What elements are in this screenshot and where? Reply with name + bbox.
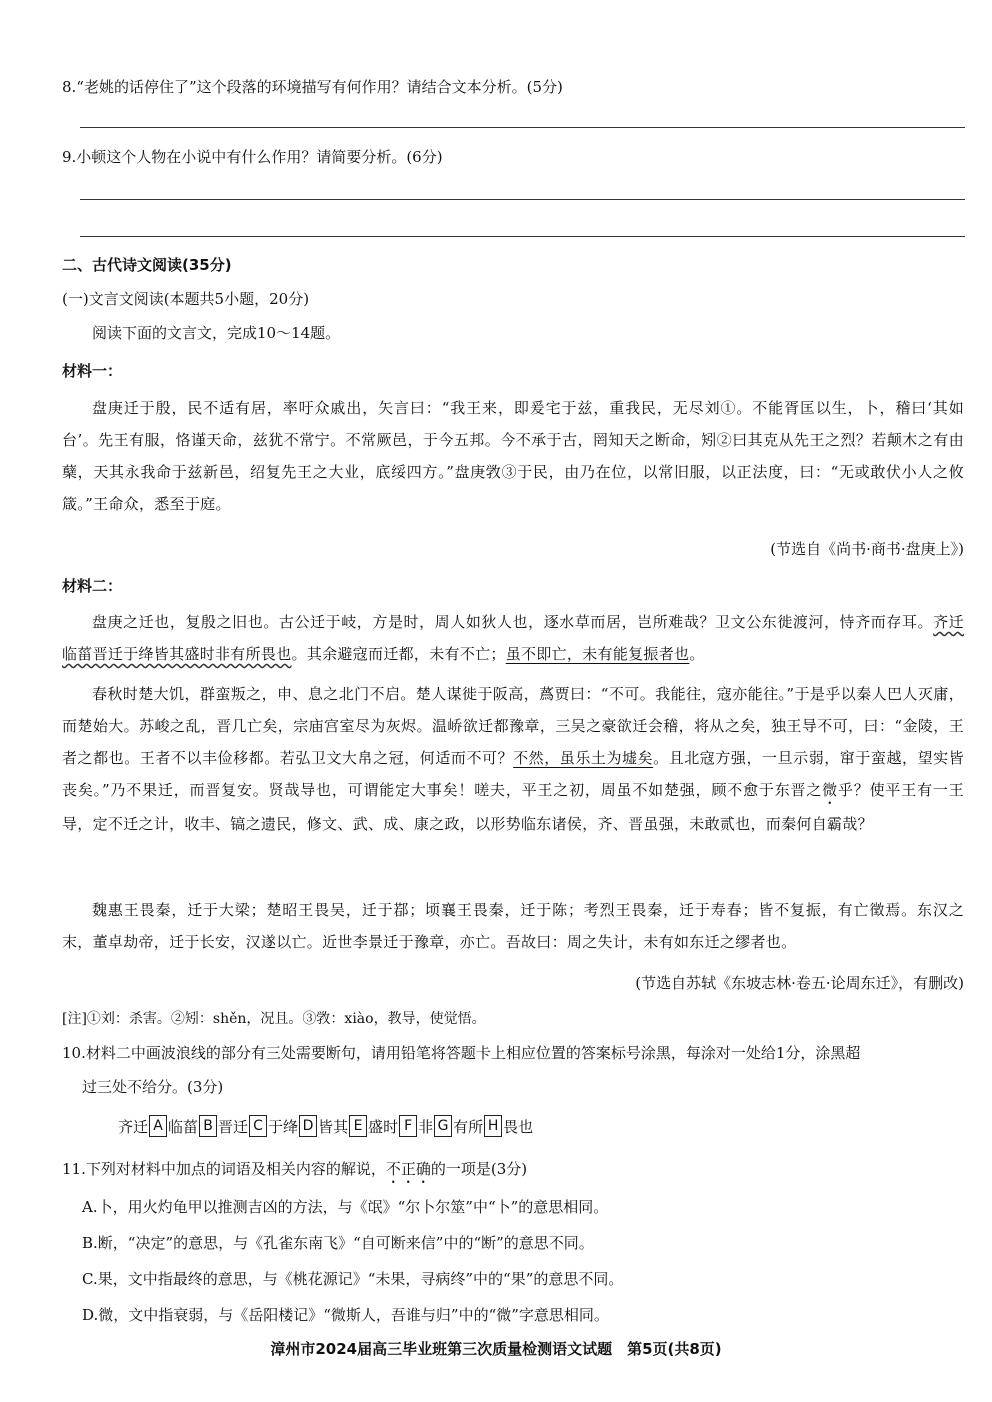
text-segment: 盛时 <box>368 1117 399 1136</box>
question-10-line-2: 过三处不给分。(3分) <box>82 1078 224 1096</box>
material-1-text: 盘庚迁于殷，民不适有居，率吁众戚出，矢言曰：“我王来，即爰宅于兹，重我民，无尽刘①。不能胥匡以生，卜，稽曰‘其如台’。先王有服，恪谨天命，兹犹不常宁。不常厥邑，于今五邦。今不承于古，罔知天之断命，矧②曰其克从先王之烈？若颠木之有由蘖，天其永我命于兹新邑，绍复先王之大业，底绥四方。”盘庚敩③于民，由乃在位，以常旧服，以正法度，曰：“无或敢伏小人之攸箴。”王命众，悉至于庭。 <box>62 399 964 513</box>
material-2-paragraph-1 <box>62 606 964 670</box>
page-footer: 漳州市2024届高三毕业班第三次质量检测语文试题 第5页(共8页) <box>270 1340 722 1358</box>
question-11-stem <box>62 1158 527 1187</box>
material-2-label: 材料二： <box>62 577 123 595</box>
answer-line <box>80 236 965 237</box>
text-run: 。其余避寇而迁都，未有不亡； <box>291 645 506 663</box>
dotted-emphasis: 不正确 <box>385 1160 431 1178</box>
question-9: 9.小顿这个人物在小说中有什么作用？请简要分析。(6分) <box>62 148 443 166</box>
text-segment: 非 <box>418 1117 434 1136</box>
question-11-option-a[interactable]: A.卜，用火灼龟甲以推测吉凶的方法，与《氓》“尔卜尔筮”中“卜”的意思相同。 <box>82 1198 609 1216</box>
break-option-b[interactable]: B <box>199 1115 217 1137</box>
underlined-sentence: 虽不即亡，未有能复振者也 <box>505 645 690 663</box>
text-segment: 畏也 <box>503 1117 534 1136</box>
question-8: 8.“老姚的话停住了”这个段落的环境描写有何作用？请结合文本分析。(5分) <box>62 78 563 96</box>
text-run: 11.下列对材料中加点的词语及相关内容的解说， <box>62 1160 386 1178</box>
text-segment: 齐迁 <box>118 1117 149 1136</box>
material-1-label: 材料一： <box>62 362 123 380</box>
text-segment: 临菑 <box>168 1117 199 1136</box>
break-option-h[interactable]: H <box>484 1115 502 1137</box>
material-1-source: (节选自《尚书·商书·盘庚上》) <box>770 540 964 558</box>
break-option-d[interactable]: D <box>299 1115 317 1137</box>
subsection-title: (一)文言文阅读(本题共5小题，20分) <box>62 290 310 308</box>
question-11-option-c[interactable]: C.果，文中指最终的意思，与《桃花源记》“未果，寻病终”中的“果”的意思不同。 <box>82 1270 624 1288</box>
question-11-option-b[interactable]: B.断，“决定”的意思，与《孔雀东南飞》“自可断来信”中的“断”的意思不同。 <box>82 1234 594 1252</box>
break-option-g[interactable]: G <box>434 1115 452 1137</box>
text-segment: 于绛 <box>268 1117 299 1136</box>
question-11-option-d[interactable]: D.微，文中指衰弱，与《岳阳楼记》“微斯人，吾谁与归”中的“微”字意思相同。 <box>82 1306 609 1324</box>
break-option-c[interactable]: C <box>249 1115 267 1137</box>
section-title: 二、古代诗文阅读(35分) <box>62 256 232 274</box>
answer-line <box>80 199 965 200</box>
text-run: 乎？使平王有一王导，定不迁之计，收丰、镐之遗民，修文、武、成、康之政，以形势临东诸侯，齐、晋虽强，未敢贰也，而秦何自霸哉？ <box>62 781 964 833</box>
text-segment: 有所 <box>453 1117 484 1136</box>
annotation-notes: [注]①刘：杀害。②矧：shěn，况且。③敩：xiào，教导，使觉悟。 <box>62 1011 486 1027</box>
text-run: 的一项是(3分) <box>430 1160 528 1178</box>
break-option-e[interactable]: E <box>349 1115 367 1137</box>
break-option-f[interactable]: F <box>399 1115 417 1137</box>
dotted-word: 微 <box>822 781 838 799</box>
underlined-sentence: 不然，虽乐土为墟矣 <box>513 749 654 767</box>
text-run: 春秋时楚大饥，群蛮叛之，申、息之北门不启。楚人谋徙于阪高，蔿贾曰：“不可。我能往，寇亦能往。”于是乎以秦人巴人灭庸，而楚始大。苏峻之乱，晋几亡矣，宗庙宫室尽为灰烬。温峤欲迁都豫章，三吴之豪欲迁会稽，将从之矣，独王导不可，曰：“金陵，王者之都也。王者不以丰俭移都。若弘卫文大帛之冠，何适而不可？ <box>62 685 964 767</box>
text-run: 。 <box>689 645 705 663</box>
wavy-underlined-text: 齐迁临菑晋迁于绛皆其盛时非有所畏也 <box>62 613 964 663</box>
reading-instruction: 阅读下面的文言文，完成10～14题。 <box>92 324 341 342</box>
material-2-source: (节选自苏轼《东坡志林·卷五·论周东迁》，有删改) <box>635 974 964 992</box>
text-segment: 皆其 <box>318 1117 349 1136</box>
answer-line <box>80 127 965 128</box>
sentence-break-options <box>118 1115 533 1137</box>
text-segment: 晋迁 <box>218 1117 249 1136</box>
text-run: 。且北寇方强，一旦示弱，窜于蛮越，望实皆丧矣。”乃不果迁，而晋复安。贤哉导也，可谓能定大事矣！嗟夫，平王之初，周虽不如楚强，顾不愈于东晋之 <box>62 749 965 799</box>
material-2-paragraph-3: 魏惠王畏秦，迁于大梁；楚昭王畏吴，迁于鄀；顷襄王畏秦，迁于陈；考烈王畏秦，迁于寿春；皆不复振，有亡徵焉。东汉之末，董卓劫帝，迁于长安，汉遂以亡。近世李景迁于豫章，亦亡。吾故曰：周之失计，未有如东迁之缪者也。 <box>62 901 964 951</box>
break-option-a[interactable]: A <box>149 1115 167 1137</box>
text-run: 盘庚之迁也，复殷之旧也。古公迁于岐，方是时，周人如狄人也，逐水草而居，岂所难哉？卫文公东徙渡河，恃齐而存耳。 <box>92 613 934 631</box>
question-10-line-1: 10.材料二中画波浪线的部分有三处需要断句，请用铅笔将答题卡上相应位置的答案标号涂黑，每涂对一处给1分，涂黑超 <box>62 1044 861 1062</box>
material-2-paragraph-2 <box>62 678 964 840</box>
